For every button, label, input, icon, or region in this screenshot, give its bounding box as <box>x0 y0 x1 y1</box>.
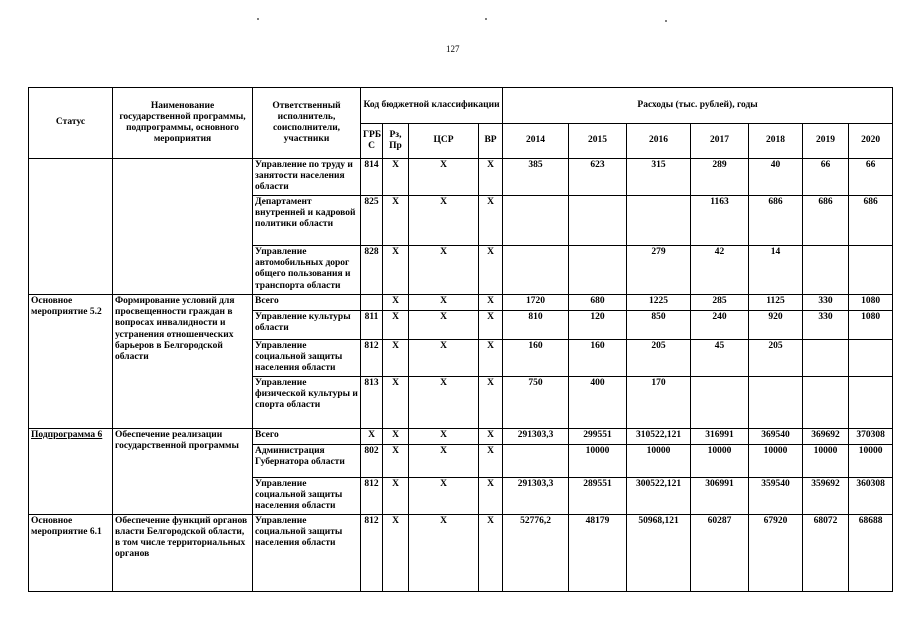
header-csr: ЦСР <box>409 124 479 159</box>
cell-expense-2019: 686 <box>803 196 849 246</box>
cell-expense-2015 <box>569 196 627 246</box>
cell-expense-2020: 360308 <box>849 477 893 514</box>
cell-vr: X <box>479 428 503 444</box>
scan-speck <box>665 20 667 22</box>
cell-expense-2019: 10000 <box>803 444 849 477</box>
cell-program-name: Обеспечение реализации государственной программы <box>113 428 253 514</box>
cell-expense-2015: 10000 <box>569 444 627 477</box>
header-year: 2019 <box>803 124 849 159</box>
cell-executor: Управление культуры области <box>253 311 361 340</box>
cell-executor: Управление социальной защиты населения области <box>253 340 361 377</box>
cell-csr: X <box>409 444 479 477</box>
cell-expense-2018: 1125 <box>749 295 803 311</box>
cell-expense-2017: 45 <box>691 340 749 377</box>
table-row <box>29 428 893 444</box>
cell-expense-2017: 60287 <box>691 514 749 591</box>
cell-program-name: Обеспечение функций органов власти Белгородской области, в том числе территориальных органов <box>113 514 253 591</box>
cell-expense-2019 <box>803 376 849 428</box>
cell-expense-2016: 50968,121 <box>627 514 691 591</box>
cell-status: Основное мероприятие 6.1 <box>29 514 113 591</box>
cell-expense-2020: 1080 <box>849 311 893 340</box>
cell-expense-2015 <box>569 246 627 295</box>
cell-expense-2017 <box>691 376 749 428</box>
cell-expense-2019 <box>803 246 849 295</box>
cell-csr: X <box>409 159 479 196</box>
cell-vr: X <box>479 295 503 311</box>
table-row <box>29 295 893 311</box>
cell-expense-2017: 285 <box>691 295 749 311</box>
cell-vr: X <box>479 514 503 591</box>
cell-expense-2017: 289 <box>691 159 749 196</box>
cell-executor: Управление по труду и занятости населения области <box>253 159 361 196</box>
cell-grbs: 812 <box>361 340 383 377</box>
cell-expense-2015: 120 <box>569 311 627 340</box>
cell-expense-2016: 310522,121 <box>627 428 691 444</box>
cell-vr: X <box>479 311 503 340</box>
header-year: 2016 <box>627 124 691 159</box>
cell-executor: Департамент внутренней и кадровой политики области <box>253 196 361 246</box>
cell-expense-2014: 291303,3 <box>503 428 569 444</box>
cell-vr: X <box>479 340 503 377</box>
cell-rzpr: X <box>383 514 409 591</box>
cell-vr: X <box>479 196 503 246</box>
cell-rzpr: X <box>383 311 409 340</box>
cell-grbs: X <box>361 428 383 444</box>
header-rzpr: Рз, Пр <box>383 124 409 159</box>
scan-speck <box>485 18 487 20</box>
cell-grbs: 812 <box>361 477 383 514</box>
header-program-name: Наименование государственной программы, подпрограммы, основного мероприятия <box>113 88 253 159</box>
header-vr: ВР <box>479 124 503 159</box>
cell-expense-2016: 170 <box>627 376 691 428</box>
cell-executor: Всего <box>253 428 361 444</box>
cell-expense-2014: 750 <box>503 376 569 428</box>
cell-expense-2019: 330 <box>803 311 849 340</box>
cell-expense-2020: 1080 <box>849 295 893 311</box>
cell-executor: Управление социальной защиты населения области <box>253 477 361 514</box>
cell-csr: X <box>409 196 479 246</box>
cell-expense-2018: 359540 <box>749 477 803 514</box>
page-number: 127 <box>446 44 460 54</box>
cell-vr: X <box>479 159 503 196</box>
cell-expense-2015: 48179 <box>569 514 627 591</box>
cell-grbs: 811 <box>361 311 383 340</box>
cell-expense-2019: 68072 <box>803 514 849 591</box>
cell-expense-2020 <box>849 340 893 377</box>
cell-csr: X <box>409 514 479 591</box>
cell-expense-2014 <box>503 444 569 477</box>
cell-rzpr: X <box>383 246 409 295</box>
cell-expense-2020: 68688 <box>849 514 893 591</box>
cell-expense-2019: 369692 <box>803 428 849 444</box>
cell-expense-2020: 370308 <box>849 428 893 444</box>
cell-expense-2016: 279 <box>627 246 691 295</box>
cell-expense-2017: 10000 <box>691 444 749 477</box>
cell-status <box>29 159 113 295</box>
cell-expense-2018: 67920 <box>749 514 803 591</box>
cell-rzpr: X <box>383 428 409 444</box>
cell-expense-2019: 66 <box>803 159 849 196</box>
cell-grbs: 813 <box>361 376 383 428</box>
cell-expense-2017: 316991 <box>691 428 749 444</box>
cell-rzpr: X <box>383 477 409 514</box>
cell-expense-2015: 680 <box>569 295 627 311</box>
cell-expense-2018: 920 <box>749 311 803 340</box>
cell-expense-2020: 66 <box>849 159 893 196</box>
table-body <box>29 159 893 592</box>
header-grbs: ГРБ С <box>361 124 383 159</box>
cell-expense-2014 <box>503 196 569 246</box>
cell-expense-2016: 300522,121 <box>627 477 691 514</box>
cell-grbs <box>361 295 383 311</box>
cell-rzpr: X <box>383 196 409 246</box>
header-budget-code: Код бюджетной классификации <box>361 88 503 124</box>
cell-grbs: 812 <box>361 514 383 591</box>
cell-executor: Всего <box>253 295 361 311</box>
cell-csr: X <box>409 477 479 514</box>
cell-expense-2018: 40 <box>749 159 803 196</box>
cell-executor: Управление автомобильных дорог общего пользования и транспорта области <box>253 246 361 295</box>
cell-expense-2017: 240 <box>691 311 749 340</box>
cell-expense-2017: 306991 <box>691 477 749 514</box>
cell-grbs: 828 <box>361 246 383 295</box>
cell-expense-2014 <box>503 246 569 295</box>
cell-expense-2020 <box>849 246 893 295</box>
cell-rzpr: X <box>383 376 409 428</box>
cell-expense-2017: 42 <box>691 246 749 295</box>
cell-expense-2020 <box>849 376 893 428</box>
header-year: 2017 <box>691 124 749 159</box>
cell-expense-2016: 1225 <box>627 295 691 311</box>
header-year: 2015 <box>569 124 627 159</box>
cell-expense-2018: 14 <box>749 246 803 295</box>
cell-vr: X <box>479 444 503 477</box>
cell-expense-2018: 10000 <box>749 444 803 477</box>
cell-expense-2015: 400 <box>569 376 627 428</box>
cell-program-name <box>113 159 253 295</box>
cell-grbs: 814 <box>361 159 383 196</box>
cell-status: Основное мероприятие 5.2 <box>29 295 113 429</box>
cell-vr: X <box>479 246 503 295</box>
cell-expense-2019: 359692 <box>803 477 849 514</box>
cell-program-name: Формирование условий для просвещенности граждан в вопросах инвалидности и устранения отношенческих барьеров в Белгородской области <box>113 295 253 429</box>
cell-expense-2019: 330 <box>803 295 849 311</box>
header-status: Статус <box>29 88 113 159</box>
cell-expense-2015: 160 <box>569 340 627 377</box>
cell-executor: Администрация Губернатора области <box>253 444 361 477</box>
header-responsible: Ответственный исполнитель, соисполнители, участники <box>253 88 361 159</box>
cell-vr: X <box>479 477 503 514</box>
cell-csr: X <box>409 376 479 428</box>
cell-expense-2016 <box>627 196 691 246</box>
cell-csr: X <box>409 428 479 444</box>
header-year: 2020 <box>849 124 893 159</box>
cell-expense-2020: 686 <box>849 196 893 246</box>
header-expenses: Расходы (тыс. рублей), годы <box>503 88 893 124</box>
cell-expense-2014: 385 <box>503 159 569 196</box>
cell-expense-2016: 315 <box>627 159 691 196</box>
cell-expense-2017: 1163 <box>691 196 749 246</box>
table-row <box>29 159 893 196</box>
header-year: 2014 <box>503 124 569 159</box>
budget-table <box>28 87 893 592</box>
cell-executor: Управление социальной защиты населения области <box>253 514 361 591</box>
cell-expense-2018: 686 <box>749 196 803 246</box>
cell-expense-2019 <box>803 340 849 377</box>
cell-csr: X <box>409 340 479 377</box>
scan-speck <box>257 18 259 20</box>
cell-expense-2018: 369540 <box>749 428 803 444</box>
cell-csr: X <box>409 295 479 311</box>
cell-expense-2014: 160 <box>503 340 569 377</box>
cell-rzpr: X <box>383 340 409 377</box>
cell-expense-2014: 291303,3 <box>503 477 569 514</box>
cell-expense-2020: 10000 <box>849 444 893 477</box>
cell-expense-2014: 1720 <box>503 295 569 311</box>
cell-expense-2015: 623 <box>569 159 627 196</box>
cell-grbs: 802 <box>361 444 383 477</box>
cell-status: Подпрограмма 6 <box>29 428 113 514</box>
cell-expense-2016: 205 <box>627 340 691 377</box>
cell-csr: X <box>409 311 479 340</box>
table-row <box>29 514 893 591</box>
cell-expense-2015: 289551 <box>569 477 627 514</box>
cell-executor: Управление физической культуры и спорта области <box>253 376 361 428</box>
cell-expense-2014: 810 <box>503 311 569 340</box>
cell-rzpr: X <box>383 159 409 196</box>
table-header <box>29 88 893 159</box>
cell-csr: X <box>409 246 479 295</box>
cell-vr: X <box>479 376 503 428</box>
cell-rzpr: X <box>383 444 409 477</box>
cell-rzpr: X <box>383 295 409 311</box>
cell-expense-2018: 205 <box>749 340 803 377</box>
cell-expense-2016: 850 <box>627 311 691 340</box>
cell-expense-2014: 52776,2 <box>503 514 569 591</box>
header-year: 2018 <box>749 124 803 159</box>
cell-expense-2018 <box>749 376 803 428</box>
cell-grbs: 825 <box>361 196 383 246</box>
cell-expense-2016: 10000 <box>627 444 691 477</box>
cell-expense-2015: 299551 <box>569 428 627 444</box>
